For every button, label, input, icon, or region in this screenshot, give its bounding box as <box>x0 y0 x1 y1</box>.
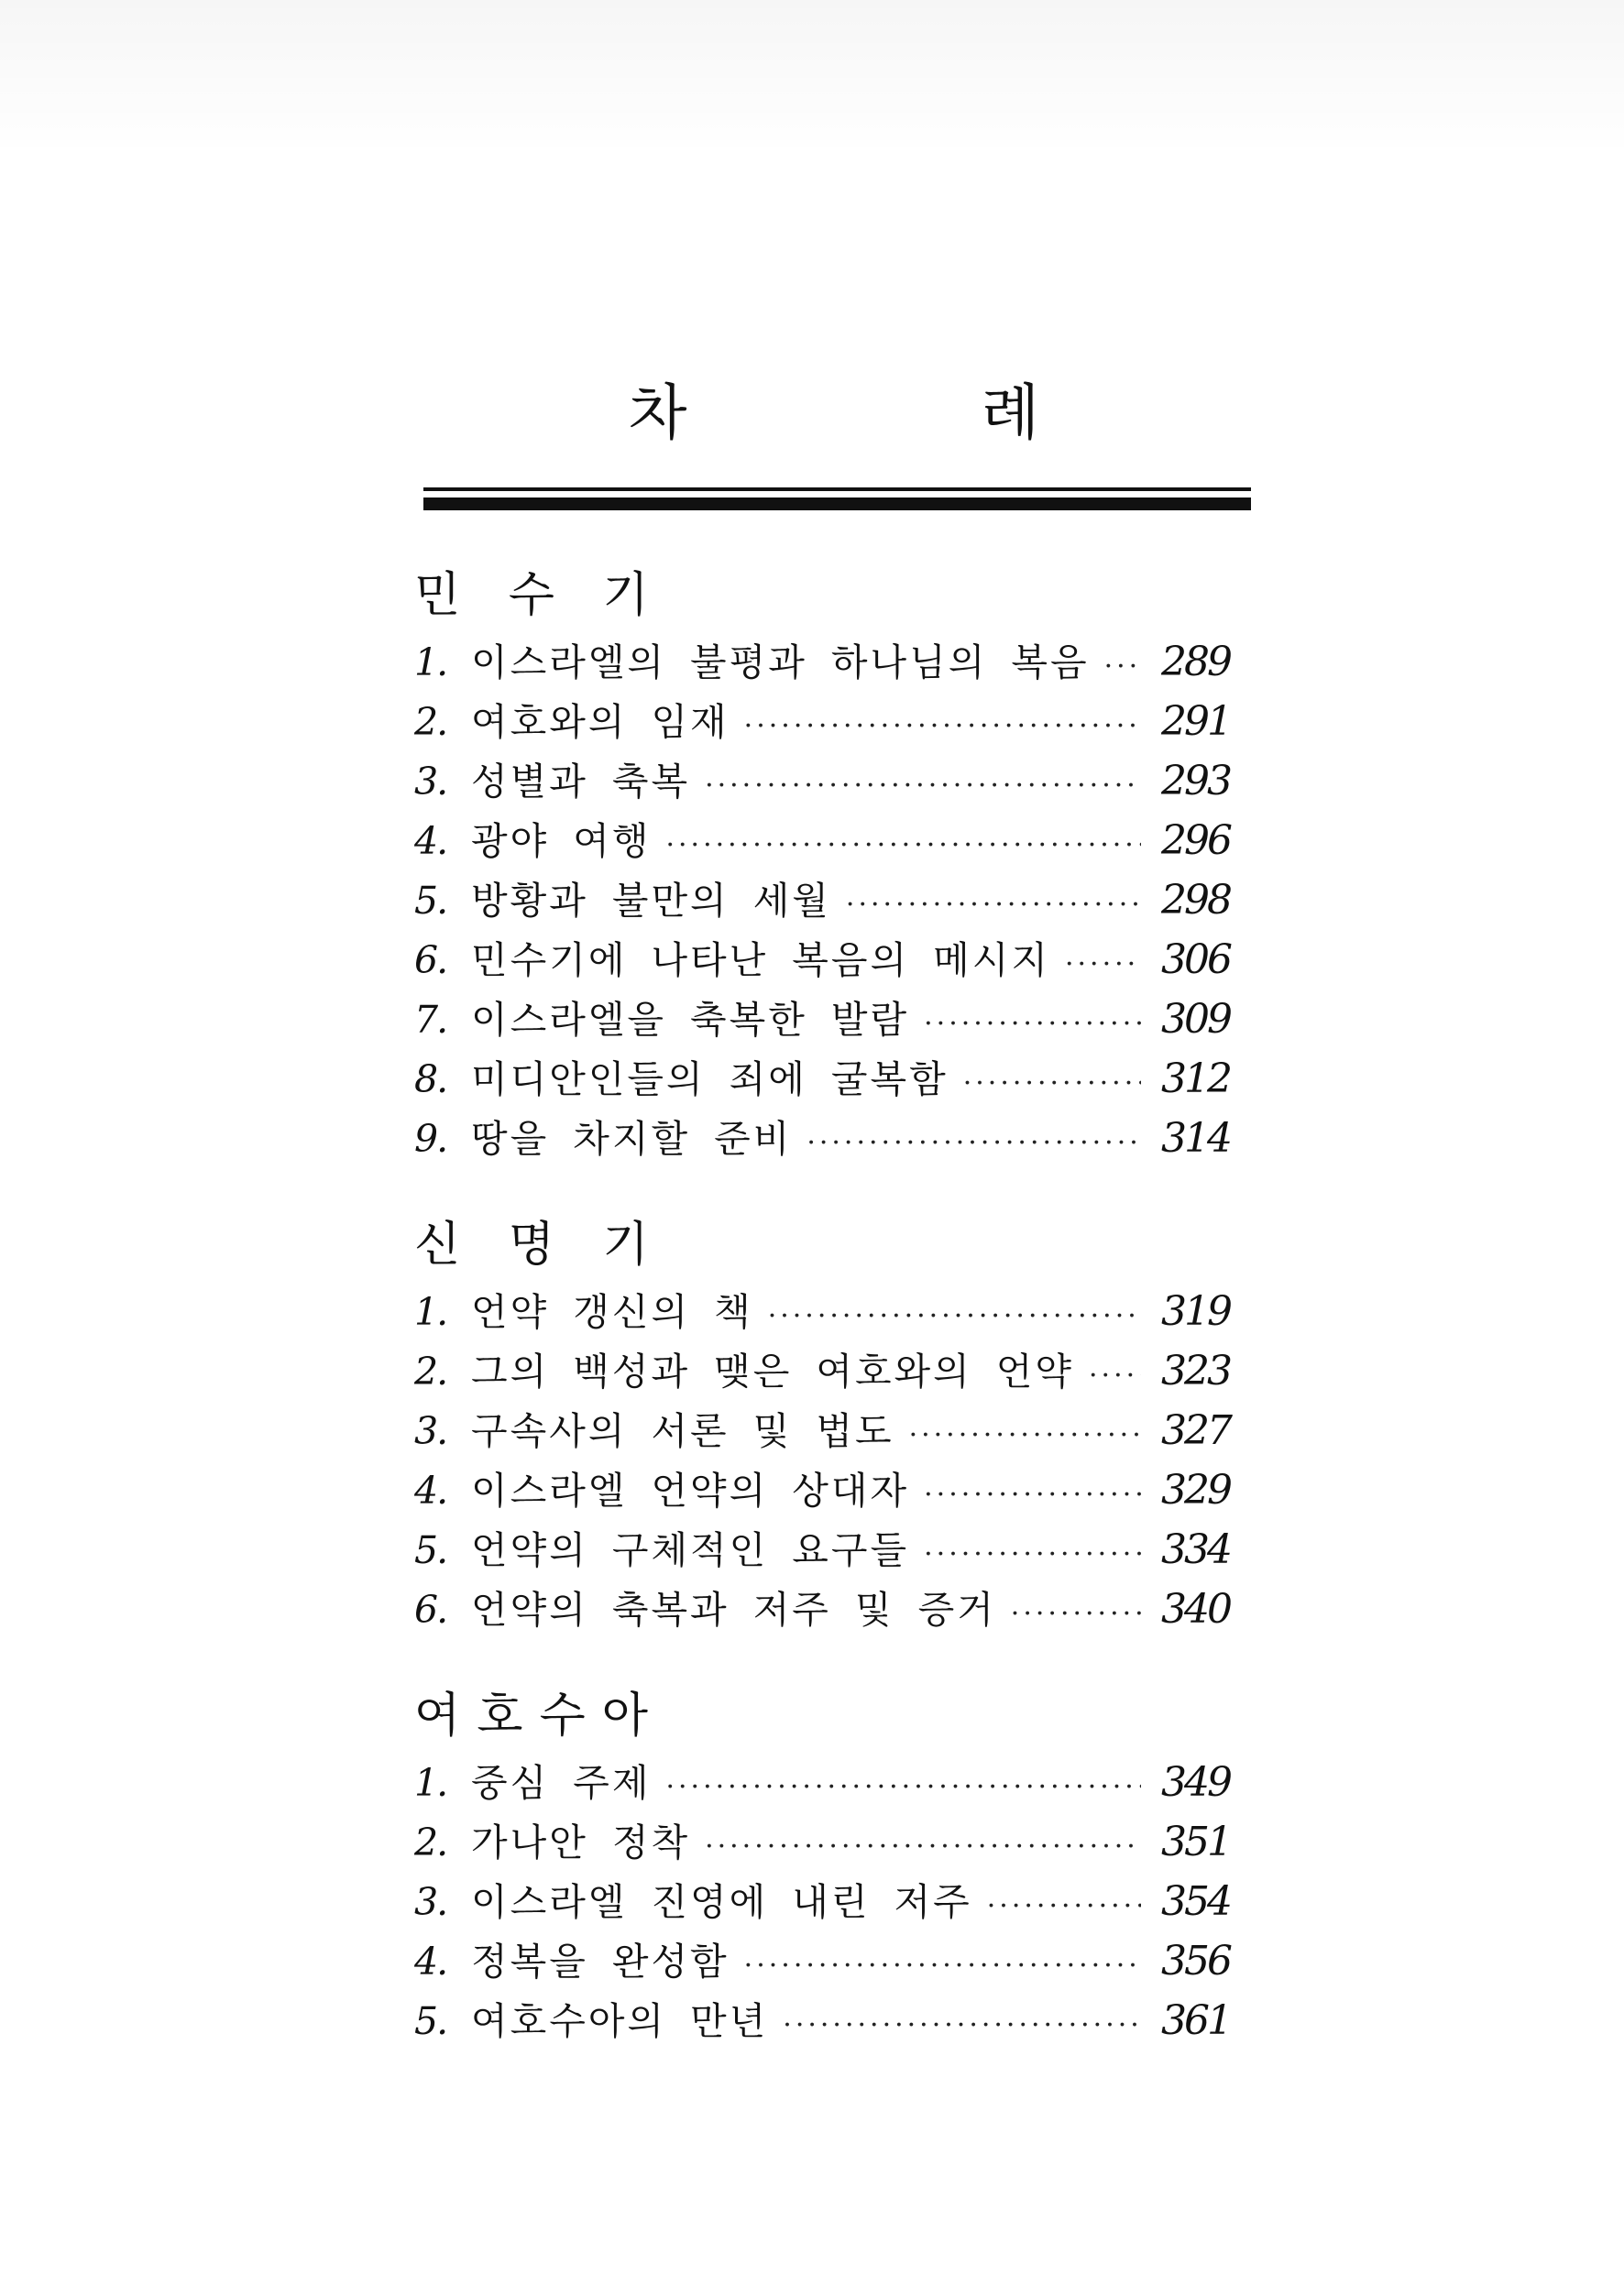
entry-page-number: 323 <box>1161 1348 1230 1394</box>
entry-number: 5. <box>414 1528 447 1572</box>
entry-label: 구속사의 서론 및 법도 <box>471 1409 894 1453</box>
section-title: 민 수 기 <box>414 568 665 623</box>
entry-page-number: 354 <box>1161 1878 1230 1925</box>
entry-number: 3. <box>414 760 447 804</box>
toc-section <box>414 1208 1248 1639</box>
entry-page-number: 306 <box>1161 936 1230 983</box>
toc-entry[interactable] <box>414 989 1248 1049</box>
scan-shading <box>0 0 1624 156</box>
entry-number: 4. <box>414 819 447 863</box>
toc-entry[interactable] <box>414 1109 1248 1168</box>
dot-leader <box>846 875 1141 935</box>
entry-label: 언약의 축복과 저주 및 증거 <box>471 1588 996 1632</box>
toc-entry[interactable] <box>414 1872 1248 1931</box>
toc-entry[interactable] <box>414 632 1248 692</box>
dot-leader <box>963 1054 1141 1113</box>
toc-entry[interactable] <box>414 1049 1248 1109</box>
entry-label: 언약 갱신의 책 <box>471 1290 753 1334</box>
dot-leader <box>744 1936 1141 1995</box>
toc-section <box>414 559 1248 1168</box>
entry-page-number: 340 <box>1161 1586 1230 1633</box>
entry-page-number: 349 <box>1161 1759 1230 1806</box>
entry-number: 2. <box>414 700 447 744</box>
entry-label: 이스라엘 언약의 상대자 <box>471 1469 910 1513</box>
dot-leader <box>807 1113 1141 1173</box>
entry-number: 4. <box>414 1469 447 1513</box>
toc-entry[interactable] <box>414 1460 1248 1520</box>
entry-number: 7. <box>414 998 447 1042</box>
entry-label: 중심 주제 <box>471 1761 652 1805</box>
title-rule-thick <box>423 497 1251 510</box>
entry-number: 4. <box>414 1940 447 1984</box>
toc-entry[interactable] <box>414 1580 1248 1639</box>
dot-leader <box>1011 1584 1141 1644</box>
entry-page-number: 291 <box>1161 698 1230 745</box>
entry-number: 6. <box>414 1588 447 1632</box>
entry-number: 1. <box>414 1290 447 1334</box>
toc-entry[interactable] <box>414 692 1248 751</box>
dot-leader <box>744 696 1141 756</box>
page-title: 차 례 <box>628 377 1178 448</box>
dot-leader <box>987 1876 1141 1936</box>
toc-entry[interactable] <box>414 1812 1248 1872</box>
entry-number: 9. <box>414 1117 447 1161</box>
entry-label: 여호와의 임재 <box>471 700 730 744</box>
title-rule-thin <box>423 487 1251 491</box>
entry-label: 광야 여행 <box>471 819 652 863</box>
dot-leader <box>768 1286 1141 1346</box>
entry-label: 이스라엘의 불평과 하나님의 복음 <box>471 640 1090 684</box>
entry-number: 2. <box>414 1350 447 1394</box>
dot-leader <box>924 994 1141 1054</box>
entry-page-number: 312 <box>1161 1055 1230 1102</box>
toc-entry[interactable] <box>414 1401 1248 1460</box>
entry-number: 3. <box>414 1880 447 1924</box>
entry-page-number: 351 <box>1161 1819 1230 1865</box>
entry-label: 방황과 불만의 세월 <box>471 879 831 923</box>
toc-entry[interactable] <box>414 1520 1248 1580</box>
toc-entry[interactable] <box>414 870 1248 930</box>
toc-entry[interactable] <box>414 1931 1248 1991</box>
entry-label: 언약의 구체적인 요구들 <box>471 1528 910 1572</box>
entry-label: 미디안인들의 죄에 굴복함 <box>471 1057 949 1101</box>
entry-number: 2. <box>414 1820 447 1864</box>
entry-number: 5. <box>414 1999 447 2043</box>
entry-page-number: 334 <box>1161 1526 1230 1573</box>
toc-entry[interactable] <box>414 751 1248 811</box>
dot-leader <box>783 1995 1141 2055</box>
entry-number: 3. <box>414 1409 447 1453</box>
toc-entry[interactable] <box>414 1282 1248 1341</box>
section-title: 여호수아 <box>414 1689 664 1744</box>
entry-page-number: 361 <box>1161 1997 1230 2044</box>
toc-entry[interactable] <box>414 1341 1248 1401</box>
section-title: 신 명 기 <box>414 1218 665 1273</box>
entry-label: 성별과 축복 <box>471 760 691 804</box>
entry-number: 8. <box>414 1057 447 1101</box>
entry-label: 민수기에 나타난 복음의 메시지 <box>471 938 1050 982</box>
entry-label: 이스라엘을 축복한 발람 <box>471 998 910 1042</box>
toc-entry[interactable] <box>414 1991 1248 2050</box>
dot-leader <box>1065 935 1141 994</box>
entry-page-number: 293 <box>1161 758 1230 804</box>
entry-page-number: 314 <box>1161 1115 1230 1162</box>
entry-page-number: 298 <box>1161 877 1230 924</box>
entry-page-number: 329 <box>1161 1467 1230 1514</box>
entry-number: 5. <box>414 879 447 923</box>
entry-label: 여호수아의 만년 <box>471 1999 769 2043</box>
dot-leader <box>1089 1346 1141 1405</box>
entry-page-number: 327 <box>1161 1407 1230 1454</box>
entry-number: 1. <box>414 1761 447 1805</box>
dot-leader <box>1104 637 1141 696</box>
toc-entry[interactable] <box>414 1753 1248 1812</box>
dot-leader <box>924 1525 1141 1584</box>
entry-label: 땅을 차지할 준비 <box>471 1117 793 1161</box>
entry-label: 가나안 정착 <box>471 1820 691 1864</box>
toc-entry[interactable] <box>414 811 1248 870</box>
entry-page-number: 309 <box>1161 996 1230 1043</box>
dot-leader <box>665 1757 1141 1817</box>
toc-section <box>414 1679 1248 2050</box>
dot-leader <box>705 1817 1141 1876</box>
table-of-contents <box>414 559 1248 2050</box>
entry-number: 1. <box>414 640 447 684</box>
entry-label: 정복을 완성함 <box>471 1940 730 1984</box>
entry-label: 이스라엘 진영에 내린 저주 <box>471 1880 972 1924</box>
dot-leader <box>665 815 1141 875</box>
entry-page-number: 289 <box>1161 639 1230 685</box>
toc-entry[interactable] <box>414 930 1248 989</box>
entry-label: 그의 백성과 맺은 여호와의 언약 <box>471 1350 1075 1394</box>
entry-page-number: 296 <box>1161 817 1230 864</box>
entry-page-number: 319 <box>1161 1288 1230 1335</box>
dot-leader <box>705 756 1141 815</box>
entry-number: 6. <box>414 938 447 982</box>
dot-leader <box>924 1465 1141 1525</box>
entry-page-number: 356 <box>1161 1938 1230 1984</box>
dot-leader <box>909 1405 1141 1465</box>
